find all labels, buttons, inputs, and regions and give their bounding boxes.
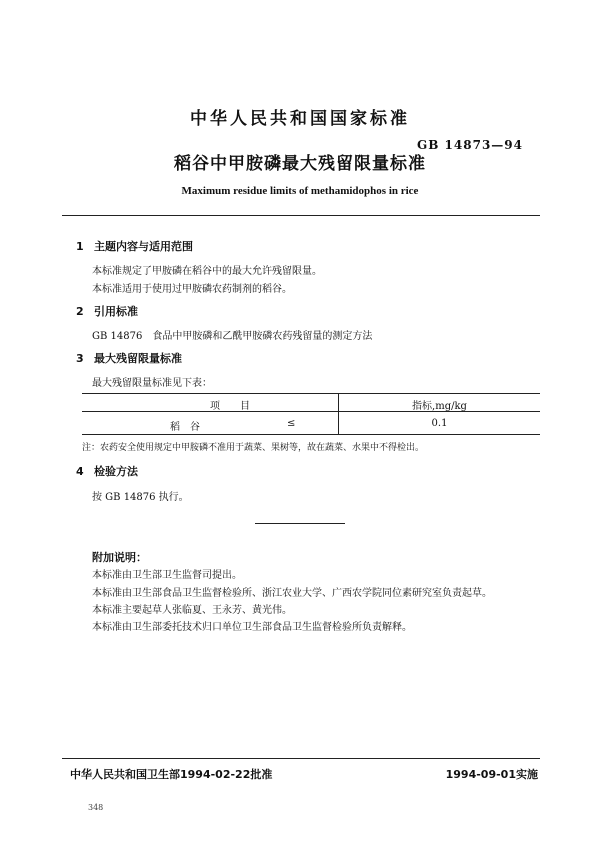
document-title-cn: 稻谷中甲胺磷最大残留限量标准: [174, 154, 426, 174]
section-title: 引用标准: [94, 305, 138, 318]
document-title-en: Maximum residue limits of methamidophos in rice: [181, 185, 419, 197]
table-header-item: 项 目: [210, 401, 250, 412]
table-cell-value: 0.1: [431, 418, 448, 429]
section-1-heading: [76, 238, 193, 254]
section-3-heading: [76, 350, 182, 366]
appendix-line: 本标准由卫生部卫生监督司提出。: [92, 570, 242, 581]
appendix-heading: 附加说明：: [92, 551, 147, 564]
section-4-paragraph: 按 GB 14876 执行。: [92, 492, 189, 503]
header-divider: [62, 215, 540, 216]
standard-type-heading: 中华人民共和国国家标准: [190, 109, 410, 129]
standard-number: GB 14873—94: [416, 138, 523, 152]
appendix-line: 本标准由卫生部委托技术归口单位卫生部食品卫生监督检验所负责解释。: [92, 622, 412, 633]
section-number: 4: [76, 465, 84, 478]
section-number: 3: [76, 352, 84, 365]
table-header-limit: 指标,mg/kg: [412, 401, 467, 412]
table-cell-item: 稻 谷: [170, 422, 200, 433]
section-1-paragraph: 本标准适用于使用过甲胺磷农药制剂的稻谷。: [92, 284, 292, 295]
section-3-paragraph: 最大残留限量标准见下表：: [92, 378, 212, 389]
table-note: 注：农药安全使用规定中甲胺磷不准用于蔬菜、果树等，故在蔬菜、水果中不得检出。: [82, 443, 425, 453]
table-bottom-rule: [82, 434, 540, 435]
section-number: 2: [76, 305, 84, 318]
section-1-paragraph: 本标准规定了甲胺磷在稻谷中的最大允许残留限量。: [92, 266, 322, 277]
approval-date: 中华人民共和国卫生部1994-02-22批准: [70, 768, 273, 781]
footer-divider: [62, 758, 540, 759]
appendix-line: 本标准由卫生部食品卫生监督检验所、浙江农业大学、广西农学院同位素研究室负责起草。: [92, 588, 492, 599]
implementation-date: 1994-09-01实施: [445, 768, 538, 781]
table-top-rule: [82, 393, 540, 394]
appendix-line: 本标准主要起草人张临夏、王永芳、黄光伟。: [92, 605, 292, 616]
section-2-paragraph: GB 14876 食品中甲胺磷和乙酰甲胺磷农药残留量的测定方法: [92, 331, 373, 342]
section-title: 检验方法: [94, 465, 138, 478]
section-title: 主题内容与适用范围: [94, 240, 193, 253]
section-title: 最大残留限量标准: [94, 352, 182, 365]
content-end-divider: [255, 523, 345, 524]
section-number: 1: [76, 240, 84, 253]
section-2-heading: [76, 303, 138, 319]
section-4-heading: [76, 463, 138, 479]
page-number: 348: [88, 803, 104, 812]
table-cell-operator: ≤: [287, 418, 296, 429]
